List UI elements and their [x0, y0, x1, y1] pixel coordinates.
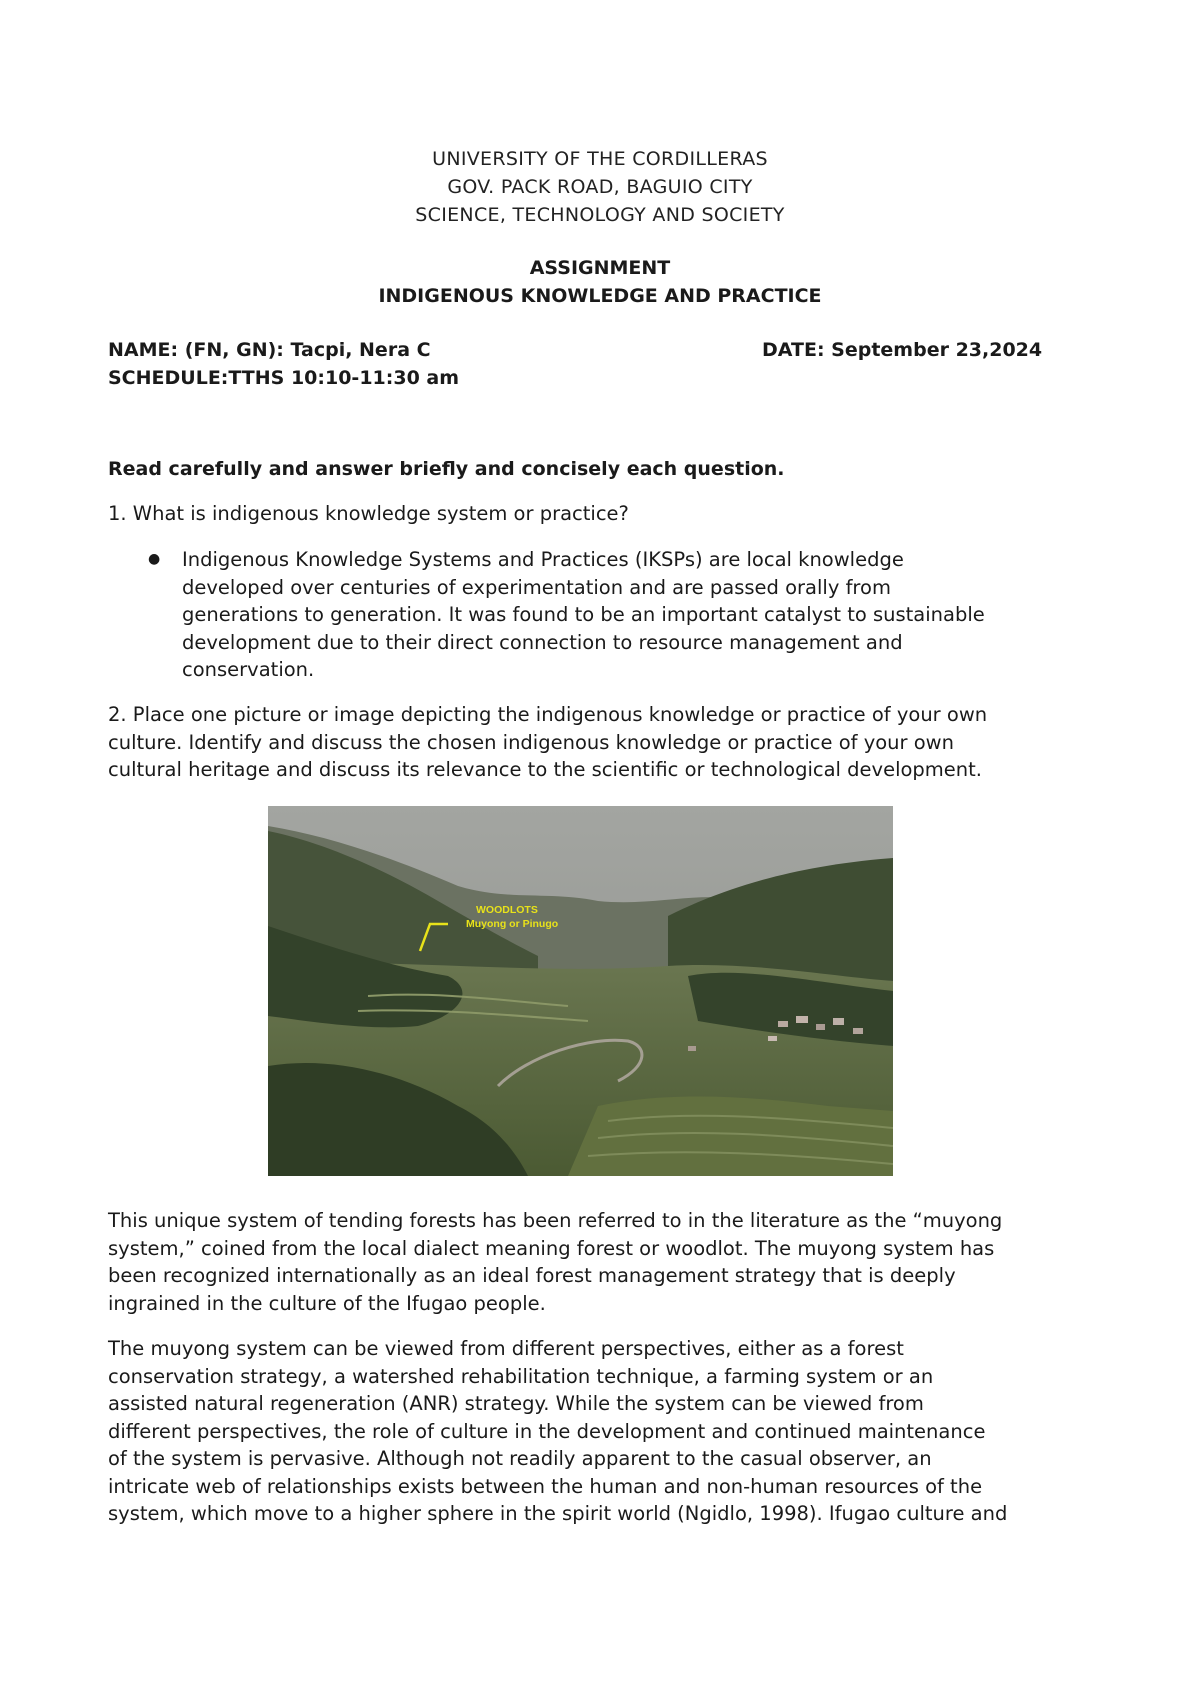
document-title — [0, 254, 1200, 310]
university-address: GOV. PACK ROAD, BAGUIO CITY — [447, 176, 753, 198]
institution-header — [0, 145, 1200, 229]
submission-date: DATE: September 23,2024 — [762, 339, 1043, 361]
answer-1-line: Indigenous Knowledge Systems and Practices (IKSPs) are local knowledge — [182, 548, 904, 571]
question-1: 1. What is indigenous knowledge system or practice? — [108, 502, 629, 525]
instructions: Read carefully and answer briefly and concisely each question. — [108, 458, 785, 480]
bullet-dot-icon: ● — [148, 551, 161, 567]
paragraph-2-line: different perspectives, the role of culture in the development and continued maintenance — [108, 1419, 986, 1443]
paragraph-2-line: assisted natural regeneration (ANR) strategy. While the system can be viewed from — [108, 1392, 924, 1415]
question-2-line: 2. Place one picture or image depicting the indigenous knowledge or practice of your own — [108, 703, 988, 726]
answer-1-bullet — [148, 546, 1078, 684]
student-schedule: SCHEDULE:TTHS 10:10-11:30 am — [108, 367, 460, 389]
paragraph-1 — [108, 1207, 1002, 1317]
answer-1-line: generations to generation. It was found to be an important catalyst to sustainable — [182, 603, 985, 626]
paragraph-2-line: system, which move to a higher sphere in the spirit world (Ngidlo, 1998). Ifugao culture and — [108, 1502, 1008, 1525]
paragraph-2 — [108, 1335, 1007, 1528]
student-name: NAME: (FN, GN): Tacpi, Nera C — [108, 339, 431, 361]
answer-1-line: developed over centuries of experimentation and are passed orally from — [182, 575, 891, 599]
course-name: SCIENCE, TECHNOLOGY AND SOCIETY — [415, 204, 785, 226]
answer-1-text — [182, 546, 1078, 684]
paragraph-2-line: intricate web of relationships exists between the human and non-human resources of the — [108, 1474, 983, 1498]
university-name: UNIVERSITY OF THE CORDILLERAS — [432, 148, 768, 170]
muyong-landscape-photo — [268, 806, 893, 1176]
photo-label-woodlots: WOODLOTS — [476, 904, 538, 916]
question-2 — [108, 701, 987, 784]
title-topic: INDIGENOUS KNOWLEDGE AND PRACTICE — [378, 285, 822, 307]
question-2-line: culture. Identify and discuss the chosen indigenous knowledge or practice of your own — [108, 730, 954, 754]
paragraph-1-line: been recognized internationally as an ideal forest management strategy that is deeply — [108, 1264, 956, 1287]
paragraph-1-line: This unique system of tending forests has been referred to in the literature as the “muyong — [108, 1209, 1003, 1232]
photo-label-muyong: Muyong or Pinugo — [466, 918, 559, 930]
paragraph-2-line: conservation strategy, a watershed rehabilitation technique, a farming system or an — [108, 1364, 934, 1388]
paragraph-1-line: system,” coined from the local dialect meaning forest or woodlot. The muyong system has — [108, 1236, 995, 1260]
title-assignment: ASSIGNMENT — [529, 257, 671, 279]
answer-1-line: development due to their direct connection to resource management and — [182, 630, 903, 654]
question-2-line: cultural heritage and discuss its relevance to the scientific or technological development. — [108, 758, 982, 781]
paragraph-2-line: The muyong system can be viewed from different perspectives, either as a forest — [108, 1337, 904, 1360]
paragraph-2-line: of the system is pervasive. Although not readily apparent to the casual observer, an — [108, 1447, 932, 1470]
paragraph-1-line: ingrained in the culture of the Ifugao people. — [108, 1291, 546, 1315]
student-info — [108, 336, 459, 392]
answer-1-line: conservation. — [182, 658, 315, 681]
